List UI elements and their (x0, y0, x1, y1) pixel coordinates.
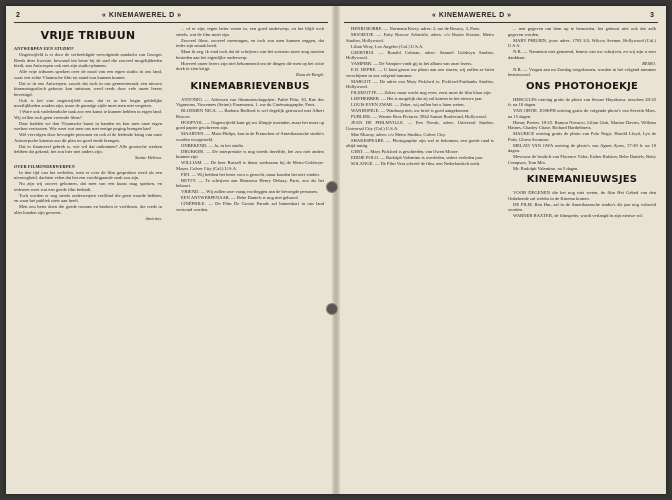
right-header-rule (344, 22, 658, 23)
left-page (6, 6, 336, 494)
letter: E.D. DEPRE. — U kunt gerust uw photo aan ons sturen, wij zullen ze laten verschijnen in ons volgend nummer. (346, 67, 494, 78)
paragraph: Men zou beter doen die goede romans en boeken te verfilmen, die reeds in aller handen zijn geweest. (14, 204, 162, 215)
letter: HENRI BORRE. — Normann Kerry, adres: 2, rue de Bourcy, 3, Paris. (351, 26, 481, 31)
left-running-title: « KINEMAWEREL D » (102, 12, 182, 19)
right-column-2 (508, 26, 656, 488)
signature: REMO. (642, 60, 656, 66)
paragraph: Wel vervolgen door bevoegde personen en ook al de leidende kring van onze Antwerpsche kinema zou dit plan tot goed einde brengen. (14, 132, 162, 143)
paragraph: Mevrouw de bruiloft van Florence Vidor, Esther Ralston, Bebe Daniels, Betty Compson, Tom Mix. (508, 154, 656, 165)
paragraph: Ook is het vast ongetwijfeld waar, dat er in het begin geldelijke moeilijkheden zouden zijn, maar de gunstige zijde moet men niet vergeten. (14, 97, 162, 108)
paragraph: Nu zijn wij zoover gekomen, dat men van een kunst mag spreken, en iedereen weet wat een goede film beduidt. (14, 181, 162, 192)
letter: MAARTEN. — Maar Philips, kan in de Franschen of Amerikaansche studio's worden voorgesteld. (176, 131, 324, 142)
paragraph: VOOR DEGENEN die het nog niet weten, de film Het Gebed van den Onbekende zal weldra in de Kinema komen. (508, 190, 656, 201)
letter: ONBEKEND. — Ja, in het studio. (181, 142, 245, 148)
paragraph: Alle vrije tribunes spreken over de nood van een eigen studio in ons land, waar een echte Vlaamsche film tot stand zou kunnen komen. (14, 69, 162, 80)
letter: GERT. — Mary Pickford is geschieden, van Owen Moore. (351, 149, 459, 154)
letter: WILLIAM. — De heer Russell is thans werkzaam bij de Metro-Goldwyn-Mayer, Culver City (Cal.) U.S.A. (176, 160, 324, 171)
paragraph: DE FILM, Ben Hur, zal in de Amerikaansche studio's dit jaar nog voltooid worden. (508, 201, 656, 212)
letter: HOOPVOL. — Ongetwijfeld kunt gij uw filmpje inzenden, maar het moet op goed papier geschreven zijn. (176, 119, 324, 130)
letter: VAMPIER. — De Vampier vindt gij in het album van onze lezers. (351, 61, 473, 66)
magazine-spread (6, 6, 666, 494)
vrije-tribuun-headline: VRIJE TRIBUUN (40, 29, 136, 42)
left-page-number: 2 (16, 12, 21, 19)
letter: FILMZOTTE. — Zeker, maar wacht nog even, eerst moet de film klaar zijn. (351, 90, 492, 95)
paragraph: VAN ORTIE, JOSEPH ontving gratis de volgende photo's van Severin Mars, na 15 dagen. (508, 108, 656, 119)
paragraph: HERCULES ontving gratis de photo van Sessue Hayakawa, tusschen 20-25 fr. na 10 dagen. (508, 96, 656, 107)
section-subtitle: OVER FILMONDERWERPEN (14, 163, 75, 169)
right-page (336, 6, 666, 494)
paragraph: Maar ik zeg, ik vind toch dat de schrijvers van het scenario meer zorg moeten besteden aan het eigenlijke onderwerp. (176, 49, 324, 60)
paragraph: ... nen gegeven om hem op te bemoeien, het gebeurt niet ook dat zulk gegeven worden. (508, 26, 656, 37)
signature: Amicitia. (145, 215, 162, 221)
letter: DRUKKER. — De interpretatie is nog steeds dezelfde, het zou niet anders kunnen zijn. (176, 148, 324, 159)
paragraph: N.B. — Nanneton niet gemeend, kennis van uw schrijven, en wij zijn u zeer dankbaar. (508, 49, 656, 60)
left-header-rule (14, 22, 328, 23)
letter: LIEFHEBBER. — Het is mogelijk dat zij zal komen in het nieuwe jaar. (351, 96, 483, 101)
paragraph: 't Ware ook vaderlandsche taak zoo een kunst te kunnen hebben in eigen land. Wij willen toch geen vreemde films? (14, 109, 162, 120)
letter: MOOIETJE. — Fatty Roscoe Arbuckle, adres: c/o Buster Keaton, Metro Studios, Hollywood. (346, 32, 494, 43)
right-running-title: « KINEMAWEREL D » (432, 12, 512, 19)
letter: Mae Murray, adres: c/o Metro Studios, Culver City. (351, 131, 446, 137)
letter: FIFI. — Wij hebben het beste voor u gezocht, maar konden het niet vinden. (181, 171, 320, 177)
letter: ANTONIO. — Adressen van filmmaatschappijen: Pathé Film, 30, Rue des Vignerons, Vincennes (Seine); Paramount, 1, rue du Cinématographe, Paris. (176, 96, 324, 107)
paragraph: Henny Porten. 18-25. Ramon Novarro, Lilian Gish, Marion Davies, William Haines, Charley Chase, Richard Barthelmess. (508, 119, 656, 130)
paragraph: MAURICE ontving gratis de photo van Pola Negri, Harold Lloyd, Lya de Putti, Gloria Swanson. (508, 131, 656, 142)
kinemabrievenbus-headline: KINEMABRIEVENBUS (190, 80, 310, 92)
paragraph: MARY PHILBIN, jouw adres: 1703 3/4, Wilcox Avenue, Hollywood (Cal.) U.S.A. (508, 37, 656, 48)
letter: EEN ANTWERPENAAR. — Bebe Daniels is nog niet gehuwd. (181, 195, 299, 200)
letter: SOLANGE. — De Film Vera schreef de film, een Nederlandsch werk. (351, 161, 481, 166)
section-subtitle: ANTWERPEN EEN STUDIO? (14, 46, 74, 51)
letter: BETTY. — Te schrijven aan Monsieur Henry Debray, Paris, zoo als het behoort. (176, 177, 324, 188)
signature: Roza de Bergh. (295, 72, 324, 77)
letter: WANHOPIGE. — Wanhoop niet, uw brief is goed aangekomen. (351, 108, 470, 113)
paragraph: Dat er financieel gebrek is, wie wil dat ontkennen? Alle grootsche werken hebben dat gekend, het zou hier niet anders zijn. (14, 143, 162, 154)
paragraph: MELATI VAN JAVA ontving de photo's van Agnes Ayres, 17-28 fr. na 10 dagen. (508, 142, 656, 153)
paragraph: Toch worden er nog steeds onderwerpen verfilmd die geen waarde hebben, en waar het publiek niets aan heeft. (14, 192, 162, 203)
ons-photohoekje-headline: ONS PHOTOHOEKJE (525, 80, 639, 92)
paragraph: Daar hadden we dan Vlaamsche kunst in handen en kon men onze eigen werken vertoonen. Wie weet wat men ons met eenige poging brengen kan! (14, 120, 162, 131)
paragraph: Ongetwijfeld is er door de verbeeldigde vervolgende aandacht van Georges Reeds deze kwestie, bewaard ten beste bij de stad die zooveel mogelijkheden biedt, aan Antwerpen ook met zijn studio-plannen. (14, 52, 162, 68)
right-column-1 (346, 26, 494, 488)
letter: Lilian Wray, Los Angeles (Cal.) U.S.A. (351, 43, 424, 49)
left-column-1 (14, 26, 162, 488)
letter: SHAKESPEARE. — Photographie zijn wel te bekomen, een goede raad is altijd nuttig. (346, 137, 494, 148)
paragraph: Dat er in ons Antwerpen, zooals dat toch in ons gemeenteraad, een nieuwe kinematografisch gebouw kan ontstaan, werd reeds door vele onzer lezers bevestigd. (14, 80, 162, 97)
letter: EDDIE POLO. — Rudolph Valentino is overleden, sedert verleden jaar. (351, 155, 484, 160)
letter: PUBLIEK. — Warner Bros Pictures, 5842 Sunset Boulevard, Hollywood. (351, 114, 487, 119)
left-column-2 (176, 26, 324, 488)
letter: GEERTRUI. — Ronald Colman, adres: Samuel Goldwyn Studios, Hollywood. (346, 49, 494, 60)
paragraph: Zooveel films, zooveel meeningen, en toch zou men kunnen zeggen, dat ieder zijn smaak heeft. (176, 37, 324, 48)
letter: JEAN DE PHILMVILLE. — Een Novak, adres: Universal Studios, Universal City (Cal.) U.S.A. (346, 120, 494, 131)
paragraph: Mr. Rudolph Valentino, na 5 dagen. (513, 165, 579, 171)
letter: VRIEND. — Wij zullen uwe vraag voorleggen aan de bevoegde personen. (181, 189, 318, 194)
right-page-number: 3 (650, 12, 655, 19)
letter: LOUIS EVEN ZWAR. — Zeker, wij zullen het u laten weten. (351, 102, 465, 107)
paragraph: In den tijd van het verleden, toen er over de film gesproken werd als een nieuwigheid, dachten velen dat het een voorbijgaande zaak zou zijn. (14, 169, 162, 180)
letter: MARGOT. — De adres van Mary Pickford is: Pickford-Fairbanks Studios, Hollywood. (346, 78, 494, 89)
letter: BLOEMEN NICA. — Barbara Bedford is wel degelijk getrouwd met Albert Roscoe. (176, 108, 324, 119)
paragraph: Hoeveel onzer lezers zijn niet bekommerd om de dingen die men op het witte doek te zien krijgt. (176, 60, 324, 71)
paragraph: N.B. — Vragen aan nu Zondag toegekomen, worden in het volgend nummer beantwoord. (508, 66, 656, 77)
signature: Sainte Helena. (134, 155, 162, 160)
paragraph: WARNER BAXTER, de filmspeler, wordt verlangd in zijn nieuwe rol. (513, 213, 643, 218)
kinemanieuwsjes-headline: KINEMANIEUWSJES (526, 174, 638, 185)
paragraph: ... of er zijn, tegen beter weten in, een goed onderwerp, en het blijft toch steeds, wat de film moet zijn. (176, 26, 324, 37)
letter: CINÉPHILE. — De Film De Groote Parade zal binnenkort in ons land vertoond worden. (176, 201, 324, 212)
